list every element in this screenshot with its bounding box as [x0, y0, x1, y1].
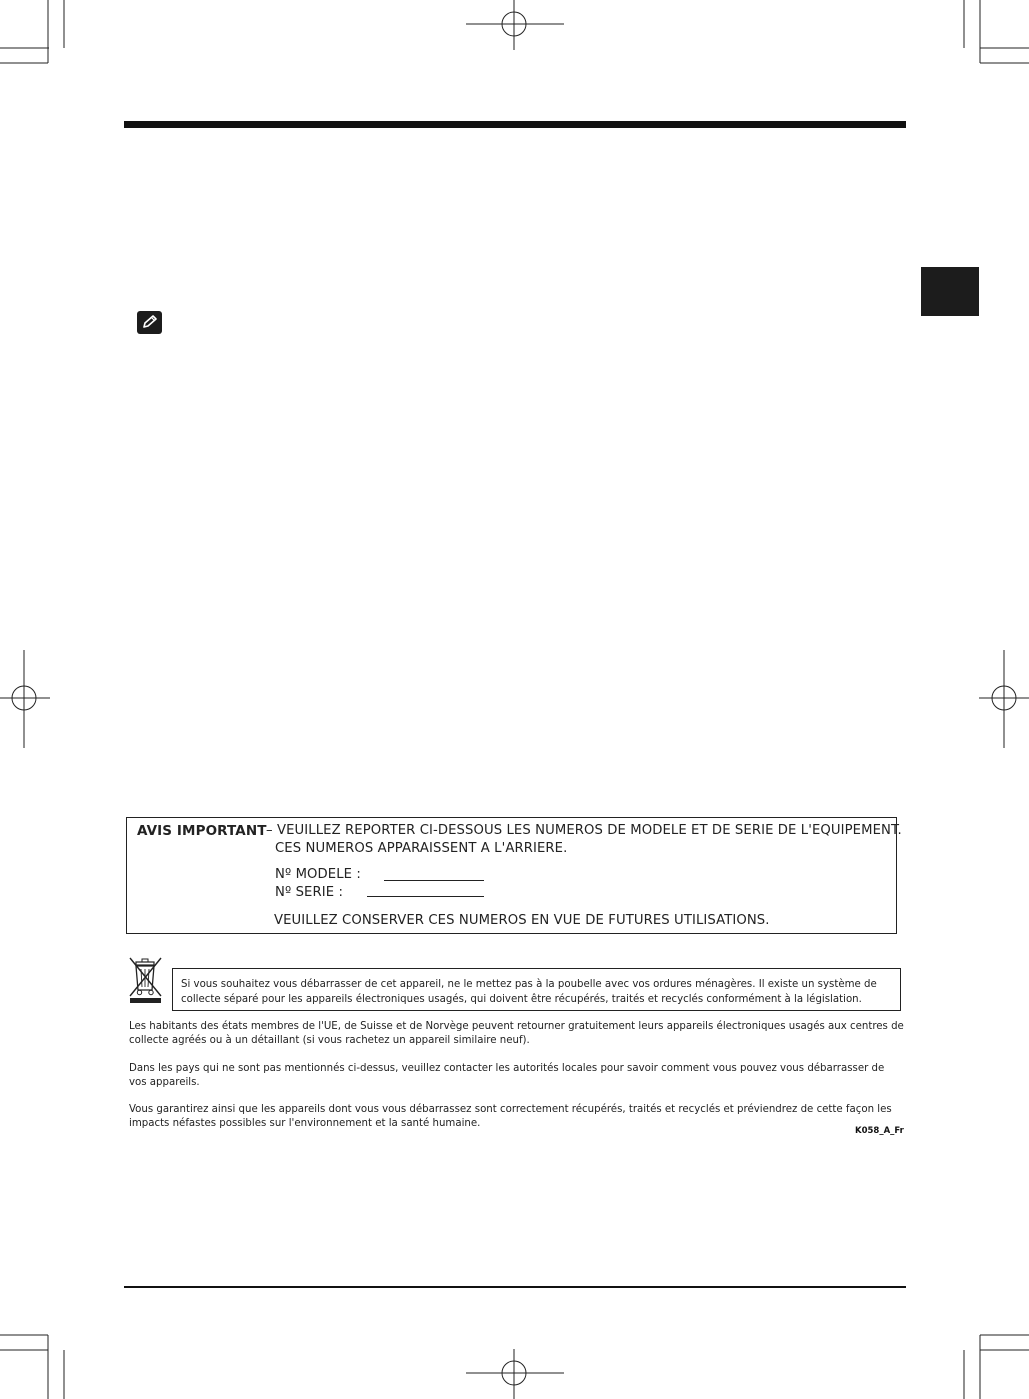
crop-mark-icon: [959, 0, 1029, 70]
weee-paragraph: Les habitants des états membres de l'UE, de Suisse et de Norvège peuvent retourner gratuitement leurs appareils électroniques usagés aux centres de collecte agréés ou à un détaillant (si vous rachetez un appareil similaire neuf).: [129, 1021, 904, 1046]
serial-number-label: Nº SERIE :: [275, 885, 343, 900]
section-tab: [921, 267, 979, 316]
footer-rule: [124, 1286, 906, 1288]
keep-numbers-line: VEUILLEZ CONSERVER CES NUMEROS EN VUE DE FUTURES UTILISATIONS.: [274, 913, 770, 928]
model-number-blank: [384, 880, 484, 881]
header-rule: [124, 121, 906, 128]
model-number-label: Nº MODELE :: [275, 867, 361, 882]
crop-mark-icon: [0, 0, 70, 70]
registration-mark-icon: [0, 650, 50, 748]
pencil-note-icon: [137, 311, 162, 334]
registration-mark-icon: [466, 1349, 564, 1399]
weee-paragraph: Dans les pays qui ne sont pas mentionnés ci-dessus, veuillez contacter les autorités locales pour savoir comment vous pouvez vous débarrasser de vos appareils.: [129, 1063, 885, 1088]
registration-mark-icon: [466, 0, 564, 50]
weee-paragraph: Vous garantirez ainsi que les appareils dont vous vous débarrassez sont correctement récupérés, traités et recyclés et préviendrez de cette façon les impacts néfastes possibles sur l'environnement et la santé humaine.: [129, 1104, 892, 1129]
document-code: K058_A_Fr: [855, 1126, 904, 1136]
crop-mark-icon: [0, 1329, 70, 1399]
notice-label: AVIS IMPORTANT: [137, 823, 267, 839]
notice-line-1: – VEUILLEZ REPORTER CI-DESSOUS LES NUMEROS DE MODELE ET DE SERIE DE L'EQUIPEMENT.: [266, 823, 902, 838]
crossed-out-wheelie-bin-icon: [127, 956, 165, 1004]
notice-line-2: CES NUMEROS APPARAISSENT A L'ARRIERE.: [275, 841, 568, 856]
weee-notice-box: Si vous souhaitez vous débarrasser de cet appareil, ne le mettez pas à la poubelle avec vos ordures ménagères. Il existe un système de collecte séparé pour les appareils électroniques usagés, qui doivent être récupérés, traités et recyclés conformément à la législation.: [172, 968, 901, 1011]
crop-mark-icon: [959, 1329, 1029, 1399]
serial-number-blank: [367, 896, 484, 897]
registration-mark-icon: [979, 650, 1029, 748]
important-notice-box: [126, 817, 902, 934]
